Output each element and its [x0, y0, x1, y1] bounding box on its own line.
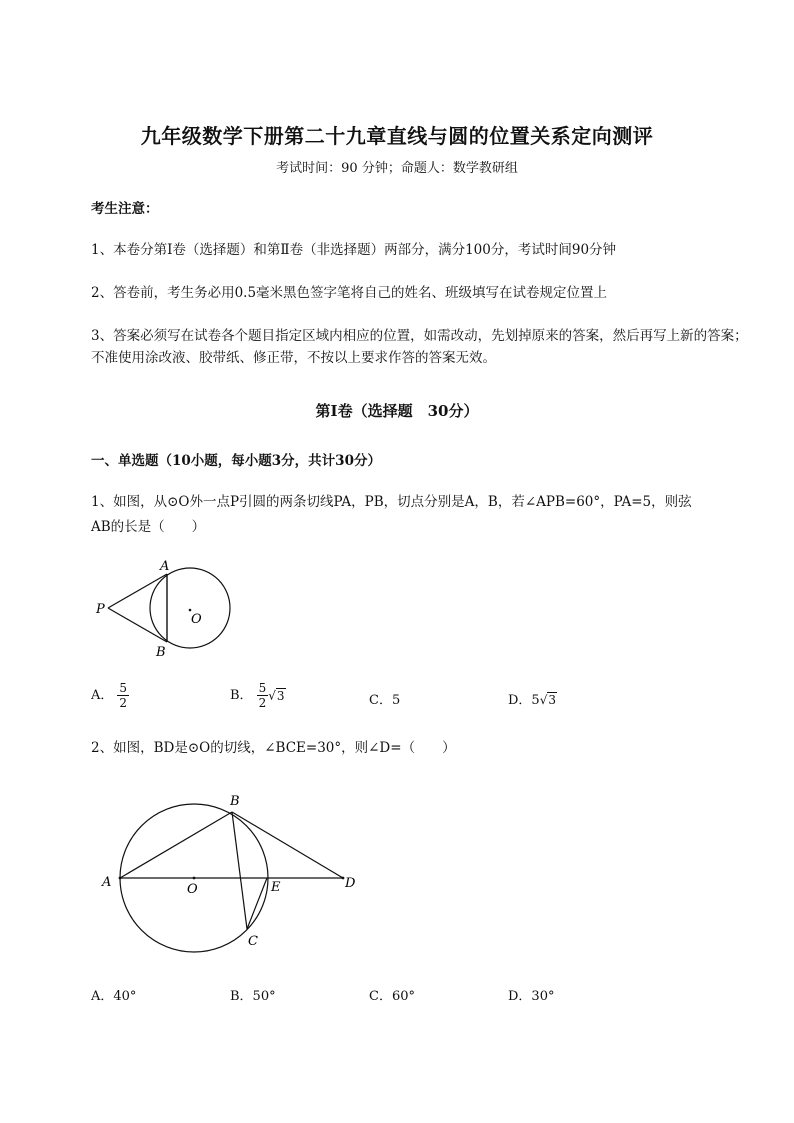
q1-circle	[150, 568, 230, 648]
q1-option-a-fraction	[117, 681, 129, 710]
q1-option-c[interactable]: C．5	[369, 693, 401, 708]
q2-option-b[interactable]: B．50°	[230, 989, 276, 1004]
q1-label-p: P	[96, 602, 105, 617]
q1-label-a: A	[160, 559, 170, 574]
q1-label-b: B	[156, 645, 166, 660]
q1-option-a-numerator: 5	[119, 681, 128, 695]
q2-label-c: C	[248, 934, 258, 949]
q2-option-a[interactable]: A．40°	[91, 989, 137, 1004]
part-one-heading: 一、单选题（10小题，每小题3分，共计30分）	[91, 453, 381, 469]
q1-stem-line2: AB的长是（ ）	[91, 519, 206, 535]
q2-center-point	[193, 877, 196, 880]
notice-item-3: 3、答案必须写在试卷各个题目指定区域内相应的位置，如需改动，先划掉原来的答案，然后再写上新的答案；不准使用涂改液、胶带纸、修正带，不按以上要求作答的答案无效。	[91, 328, 748, 366]
q2-stem: 2、如图，BD是⊙O的切线，∠BCE=30°，则∠D=（ ）	[91, 740, 456, 756]
q1-figure	[90, 556, 250, 664]
q1-center-point	[189, 609, 192, 612]
q2-option-c[interactable]: C．60°	[369, 989, 415, 1004]
q2-tangent-bd	[232, 812, 343, 878]
q1-option-a[interactable]	[91, 681, 129, 710]
q1-option-b-radicand: 3	[276, 688, 285, 703]
q1-option-b-prefix: B．	[230, 688, 253, 703]
q2-label-b: B	[230, 794, 240, 809]
exam-info: 考试时间：90 分钟；命题人：数学教研组	[276, 161, 518, 176]
q1-option-a-denominator: 2	[119, 696, 128, 710]
notice-heading: 考生注意：	[91, 201, 159, 217]
q1-label-o: O	[191, 612, 202, 627]
section-title: 第Ⅰ卷（选择题 30分）	[315, 402, 479, 420]
q2-figure	[96, 788, 366, 953]
q1-tangent-pa	[108, 574, 167, 608]
q2-label-e: E	[271, 880, 281, 895]
q2-point-d	[342, 877, 345, 880]
q1-option-b-denominator: 2	[258, 696, 267, 710]
q1-option-d-prefix: D．5	[508, 693, 540, 708]
q2-chord-ab	[120, 812, 232, 878]
q2-label-a: A	[102, 875, 112, 890]
q1-option-d-sqrt-sign: √	[539, 693, 548, 707]
q2-point-a	[119, 877, 122, 880]
notice-item-1: 1、本卷分第Ⅰ卷（选择题）和第Ⅱ卷（非选择题）两部分，满分100分，考试时间90分钟	[91, 242, 617, 258]
q1-option-b-numerator: 5	[258, 681, 267, 695]
notice-item-2: 2、答卷前，考生务必用0.5毫米黑色签字笔将自己的姓名、班级填写在试卷规定位置上	[91, 285, 608, 301]
q2-label-o: O	[187, 882, 198, 897]
q1-option-d[interactable]	[508, 689, 557, 708]
page-title: 九年级数学下册第二十九章直线与圆的位置关系定向测评	[140, 124, 654, 148]
q1-option-b-fraction	[257, 681, 269, 710]
q1-stem-line1: 1、如图，从⊙O外一点P引圆的两条切线PA，PB，切点分别是A，B，若∠APB=60°，PA=5，则弦	[91, 494, 692, 510]
q1-option-b-sqrt-sign: √	[268, 688, 276, 703]
q1-option-b[interactable]	[230, 681, 286, 710]
q2-option-d[interactable]: D．30°	[508, 989, 555, 1004]
q1-option-a-prefix: A．	[91, 688, 114, 703]
q1-tangent-pb	[108, 608, 167, 642]
q2-chord-bc	[232, 812, 247, 929]
q1-option-d-radicand: 3	[548, 693, 556, 707]
q2-label-d: D	[345, 876, 356, 891]
